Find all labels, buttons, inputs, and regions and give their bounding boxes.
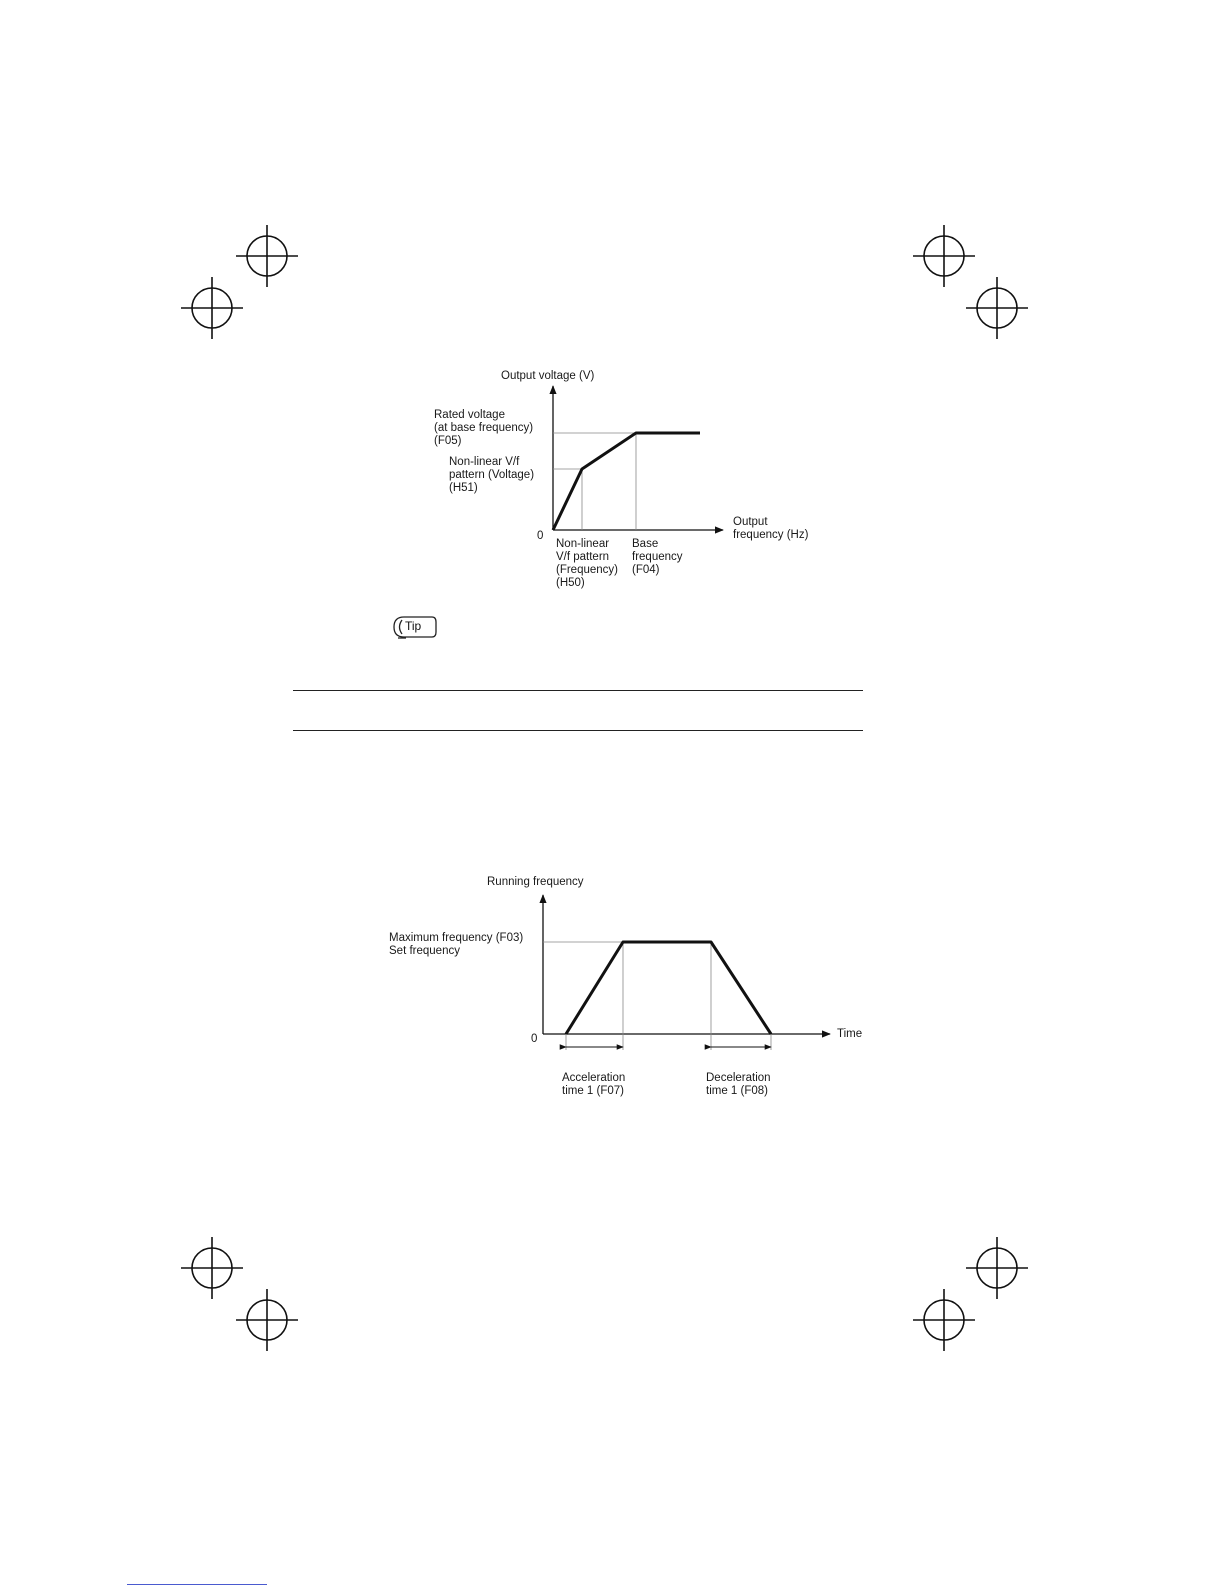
d2-origin-label: 0 <box>531 1033 538 1045</box>
d2-trapezoid <box>566 942 771 1034</box>
d1-x-axis-line1: Output <box>733 516 768 528</box>
d1-nl-freq-line3: (Frequency) <box>556 564 618 576</box>
d2-decel-label <box>706 1072 771 1098</box>
d1-base-freq-line2: frequency <box>632 551 683 563</box>
d1-vf-curve <box>553 433 700 530</box>
section-rule-top <box>293 690 863 691</box>
reg-mark-bottom-right-a <box>966 1237 1028 1299</box>
d1-nl-freq-line4: (H50) <box>556 577 585 589</box>
section-rule-bottom <box>293 730 863 731</box>
tip-label: Tip <box>405 619 422 633</box>
d1-nl-voltage-line1: Non-linear V/f <box>449 456 520 468</box>
d2-accel-line1: Acceleration <box>562 1072 626 1084</box>
d2-max-freq-label <box>389 932 523 958</box>
reg-mark-top-left-b <box>181 277 243 339</box>
d1-nonlinear-voltage-label <box>449 456 534 495</box>
reg-mark-bottom-right-b <box>913 1289 975 1351</box>
d2-accel-label <box>562 1072 625 1098</box>
d1-nl-freq-line2: V/f pattern <box>556 551 610 563</box>
d1-nonlinear-freq-label <box>556 538 618 590</box>
d1-rated-voltage-line1: Rated voltage <box>434 409 505 421</box>
reg-mark-top-right-b <box>966 277 1028 339</box>
d2-decel-line2: time 1 (F08) <box>706 1085 768 1097</box>
d2-accel-line2: time 1 (F07) <box>562 1085 624 1097</box>
d1-rated-voltage-line3: (F05) <box>434 435 462 447</box>
d1-rated-voltage-label <box>434 409 533 448</box>
reg-mark-top-left-a <box>236 225 298 287</box>
diagram-vf-pattern <box>553 386 723 530</box>
d2-x-axis-label: Time <box>837 1028 863 1040</box>
d1-y-axis-label: Output voltage (V) <box>501 370 595 382</box>
d1-base-freq-label <box>632 538 683 577</box>
d1-origin-label: 0 <box>537 530 544 542</box>
d2-decel-line1: Deceleration <box>706 1072 771 1084</box>
d1-nl-freq-line1: Non-linear <box>556 538 610 550</box>
d1-x-axis-line2: frequency (Hz) <box>733 529 809 541</box>
d1-base-freq-line1: Base <box>632 538 659 550</box>
d1-nl-voltage-line3: (H51) <box>449 482 478 494</box>
reg-mark-bottom-left-b <box>236 1289 298 1351</box>
d1-nl-voltage-line2: pattern (Voltage) <box>449 469 535 481</box>
d1-x-axis-label <box>733 516 808 542</box>
diagram-accel-decel <box>543 895 830 1050</box>
d2-y-axis-label: Running frequency <box>487 876 584 888</box>
d2-max-freq-line2: Set frequency <box>389 945 460 957</box>
reg-mark-top-right-a <box>913 225 975 287</box>
d1-rated-voltage-line2: (at base frequency) <box>434 422 534 434</box>
reg-mark-bottom-left-a <box>181 1237 243 1299</box>
d1-base-freq-line3: (F04) <box>632 564 660 576</box>
d2-max-freq-line1: Maximum frequency (F03) <box>389 932 524 944</box>
